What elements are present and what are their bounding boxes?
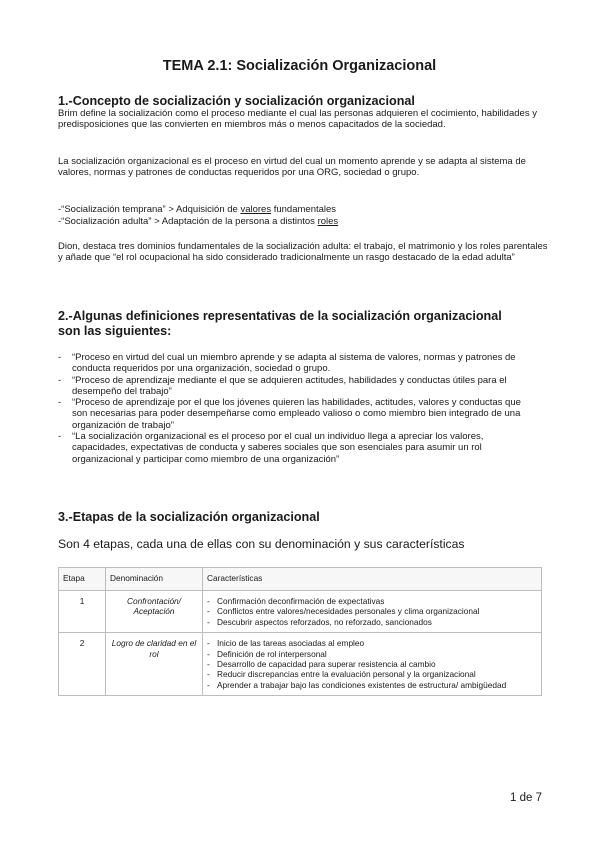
list-item: - Conflictos entre valores/necesidades personales y clima organizacional <box>207 606 537 616</box>
valores-underlined: valores <box>240 204 272 215</box>
section3-heading: 3.-Etapas de la socialización organizacional <box>58 510 320 524</box>
list-item: - Inicio de las tareas asociadas al empleo <box>207 638 537 648</box>
stage-number: 2 <box>59 633 106 696</box>
stage-characteristics <box>203 633 542 696</box>
early-socialization-end: fundamentales <box>271 204 337 215</box>
table-row <box>59 591 542 633</box>
list-item: - “Proceso de aprendizaje por el que los jóvenes quieren las habilidades, actitudes, valores y conductas que son necesarias para poder desempeñarse como empleado valioso o como miembro bien integrado de una organización de trabajo” <box>58 397 538 431</box>
list-item: - Desarrollo de capacidad para superar resistencia al cambio <box>207 659 537 669</box>
early-socialization-line <box>58 204 548 215</box>
definitions-list <box>58 352 538 465</box>
stages-intro: Son 4 etapas, cada una de ellas con su denominación y sus características <box>58 537 465 551</box>
list-item: - Reducir discrepancias entre la evaluación personal y la organizacional <box>207 669 537 679</box>
org-definition-paragraph: La socialización organizacional es el proceso en virtud del cual un momento aprende y se adapta al sistema de valores, normas y patrones de conductas requeridos por una ORG, sociedad o grupo. <box>58 156 526 179</box>
section2-heading-line2: son las siguientes: <box>58 324 172 338</box>
adult-socialization-text: -“Socialización adulta” > Adaptación de la persona a distintos <box>58 216 318 227</box>
stage-name: Logro de claridad en el rol <box>106 633 203 696</box>
table-header-row <box>59 568 542 591</box>
page-number: 1 de 7 <box>510 792 542 804</box>
stage-name: Confrontación/ Aceptación <box>106 591 203 633</box>
dion-paragraph: Dion, destaca tres dominios fundamentales de la socialización adulta: el trabajo, el matrimonio y los roles parentales y añade que “el rol ocupacional ha sido considerado tradicionalmente un rasgo destacado de la edad adulta” <box>58 241 548 264</box>
roles-underlined: roles <box>317 216 339 227</box>
adult-socialization-line <box>58 216 548 227</box>
list-item: - Aprender a trabajar bajo las condiciones existentes de estructura/ ambigüedad <box>207 680 537 690</box>
page-title: TEMA 2.1: Socialización Organizacional <box>162 58 437 74</box>
header-etapa: Etapa <box>59 568 106 591</box>
list-item: - “Proceso de aprendizaje mediante el que se adquieren actitudes, habilidades y conductas útiles para el desempeño del trabajo” <box>58 375 538 398</box>
section1-heading: 1.-Concepto de socialización y socialización organizacional <box>58 94 415 108</box>
section2-heading <box>58 309 502 339</box>
list-item: - Confirmación deconfirmación de expectativas <box>207 596 537 606</box>
table-row <box>59 633 542 696</box>
early-socialization-text: -“Socialización temprana” > Adquisición de <box>58 204 241 215</box>
list-item: - “Proceso en virtud del cual un miembro aprende y se adapta al sistema de valores, normas y patrones de conducta requeridos por una organización, sociedad o grupo. <box>58 352 538 375</box>
brim-paragraph: Brim define la socialización como el proceso mediante el cual las personas adquieren el cocimiento, habilidades y predisposiciones que las convierten en miembros más o menos capacitados de la sociedad. <box>58 108 537 131</box>
list-item: - Descubrir aspectos reforzados, no reforzado, sancionados <box>207 617 537 627</box>
stage-characteristics <box>203 591 542 633</box>
list-item: - “La socialización organizacional es el proceso por el cual un individuo llega a apreciar los valores, capacidades, expectativas de conducta y saberes sociales que son esenciales para asumir un rol organizacional y participar como miembro de una organización” <box>58 431 538 465</box>
stage-number: 1 <box>59 591 106 633</box>
header-caracteristicas: Características <box>203 568 542 591</box>
header-denominacion: Denominación <box>106 568 203 591</box>
section2-heading-line1: 2.-Algunas definiciones representativas de la socialización organizacional <box>58 309 502 323</box>
stages-table <box>58 567 542 696</box>
list-item: - Definición de rol interpersonal <box>207 649 537 659</box>
